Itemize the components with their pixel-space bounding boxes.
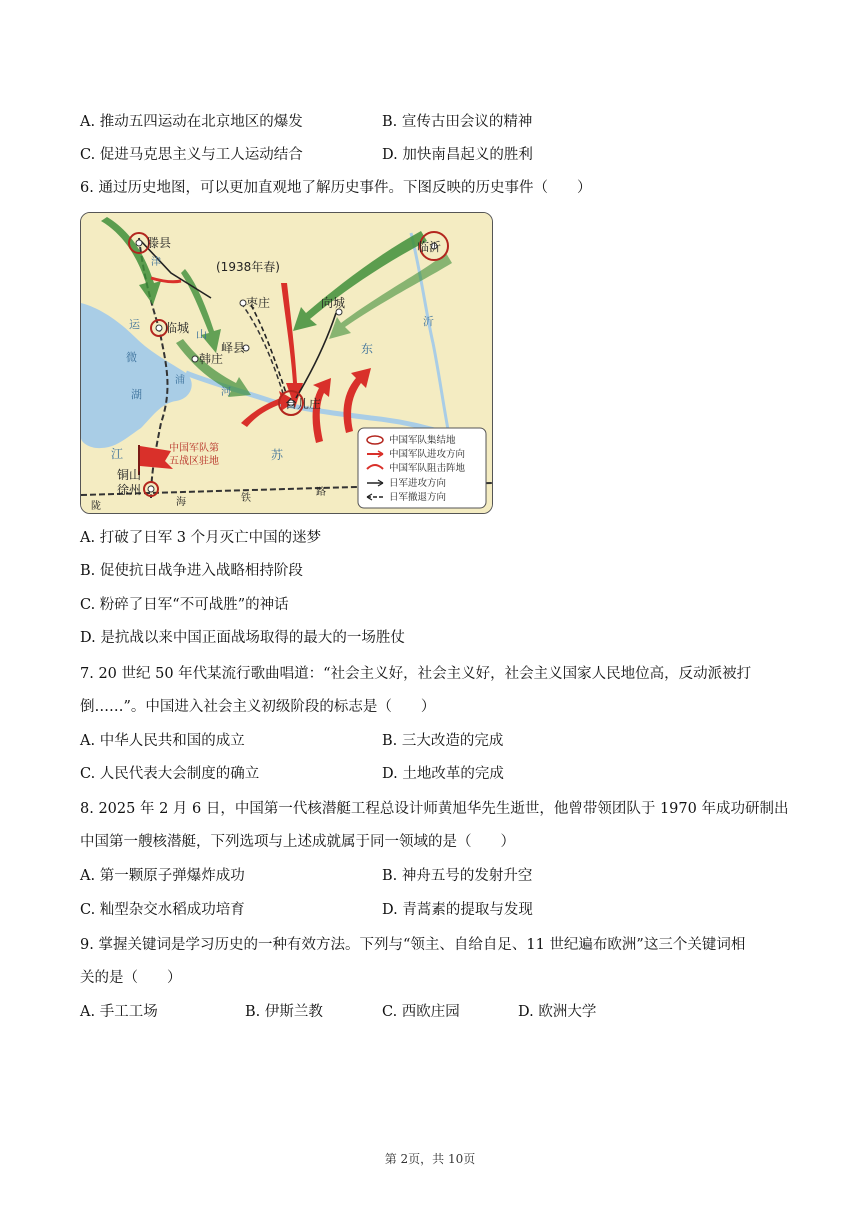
map-svg (81, 213, 492, 513)
label-xiangcheng: 向城 (321, 296, 346, 310)
q6-option-d: D. 是抗战以来中国正面战场取得的最大的一场胜仗 (80, 630, 405, 646)
label-year: (1938年春) (216, 260, 280, 274)
q6-option-a: A. 打破了日军 3 个月灭亡中国的迷梦 (80, 530, 322, 546)
q7-option-c: C. 人民代表大会制度的确立 (80, 766, 260, 782)
q8-option-a: A. 第一颗原子弹爆炸成功 (80, 868, 245, 884)
label-xuzhou: 徐州 (117, 483, 142, 497)
geo-hu: 湖 (131, 388, 142, 401)
q7-stem-line2: 倒……”。中国进入社会主义初级阶段的标志是（ ） (80, 699, 436, 715)
geo-he: 河 (221, 387, 231, 398)
label-yixian: 峄县 (221, 341, 246, 355)
geo-shan: 山 (196, 328, 207, 341)
q8-option-d: D. 青蒿素的提取与发现 (382, 902, 533, 918)
label-linyi: 临沂 (417, 240, 442, 254)
q5-option-d: D. 加快南昌起义的胜利 (382, 147, 533, 163)
q7-stem-line1: 7. 20 世纪 50 年代某流行歌曲唱道：“社会主义好，社会主义好，社会主义国家人民地位高，反动派被打 (80, 666, 752, 682)
q8-option-b: B. 神舟五号的发射升空 (382, 868, 533, 884)
legend-item-2: 中国军队进攻方向 (389, 449, 466, 460)
q9-option-c: C. 西欧庄园 (382, 1004, 460, 1020)
q7-option-b: B. 三大改造的完成 (382, 733, 504, 749)
q9-option-b: B. 伊斯兰教 (245, 1004, 323, 1020)
map-legend (358, 428, 486, 508)
q8-stem-line1: 8. 2025 年 2 月 6 日，中国第一代核潜艇工程总设计师黄旭华先生逝世，他曾带领团队于 1970 年成功研制出 (80, 801, 789, 817)
geo-yun: 运 (129, 318, 140, 331)
geo-long: 陇 (91, 501, 101, 512)
label-tengxian: 滕县 (147, 236, 172, 250)
taierzhuang-battle-map (80, 212, 493, 514)
q6-option-b: B. 促使抗日战争进入战略相持阶段 (80, 563, 303, 579)
geo-wei: 微 (126, 351, 137, 364)
legend-item-4: 日军进攻方向 (389, 478, 447, 489)
q8-option-c: C. 籼型杂交水稻成功培育 (80, 902, 245, 918)
q9-option-a: A. 手工工场 (80, 1004, 158, 1020)
legend-item-5: 日军撤退方向 (389, 492, 447, 503)
q9-stem-line2: 关的是（ ） (80, 970, 182, 986)
q5-option-b: B. 宣传古田会议的精神 (382, 114, 533, 130)
label-zaozhuang: 枣庄 (246, 296, 271, 310)
geo-tie: 铁 (241, 493, 251, 504)
geo-jin: 津 (151, 257, 161, 268)
q9-option-d: D. 欧洲大学 (518, 1004, 597, 1020)
q6-option-c: C. 粉碎了日军“不可战胜”的神话 (80, 597, 289, 613)
geo-su: 苏 (271, 448, 284, 462)
q8-stem-line2: 中国第一艘核潜艇，下列选项与上述成就属于同一领域的是（ ） (80, 834, 515, 850)
page-number: 第 2页，共 10页 (384, 1152, 476, 1166)
q5-option-c: C. 促进马克思主义与工人运动结合 (80, 147, 303, 163)
geo-pu: 浦 (175, 375, 185, 386)
q5-option-a: A. 推动五四运动在北京地区的爆发 (80, 114, 303, 130)
geo-hai: 海 (176, 497, 186, 508)
legend-item-3: 中国军队阻击阵地 (389, 463, 466, 474)
label-hq-1: 中国军队第 (169, 443, 219, 454)
legend-item-1: 中国军队集结地 (389, 435, 456, 446)
label-hq-2: 五战区驻地 (169, 456, 219, 467)
geo-yi: 沂 (423, 315, 434, 328)
q9-stem-line1: 9. 掌握关键词是学习历史的一种有效方法。下列与“领主、自给自足、11 世纪遍布欧洲”这三个关键词相 (80, 937, 746, 953)
q7-option-d: D. 土地改革的完成 (382, 766, 504, 782)
label-lincheng: 临城 (165, 321, 190, 335)
label-hanzhuang: 韩庄 (199, 352, 224, 366)
label-tongshan: 铜山 (117, 468, 142, 482)
geo-lu: 路 (316, 487, 326, 498)
label-taierzhuang: 台儿庄 (285, 397, 322, 411)
q7-option-a: A. 中华人民共和国的成立 (80, 733, 245, 749)
q6-stem: 6. 通过历史地图，可以更加直观地了解历史事件。下图反映的历史事件（ ） (80, 180, 592, 196)
geo-jiang: 江 (111, 447, 124, 461)
geo-dong: 东 (361, 342, 374, 356)
